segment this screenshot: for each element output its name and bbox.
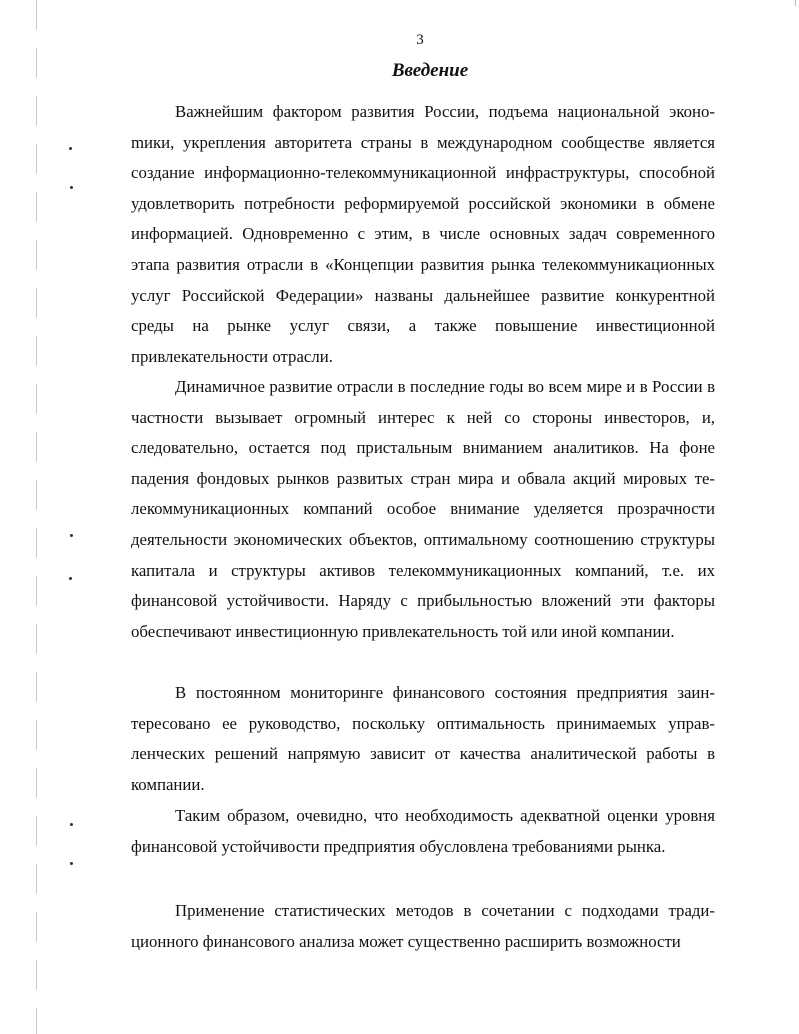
scan-right-edge <box>795 0 796 6</box>
paragraph-4: Таким образом, очевидно, что необходимость адекватной оценки уровня финансовой устойчивости предприятия обусловлена требованиями рынка. <box>131 806 715 856</box>
scan-speck <box>70 862 73 865</box>
section-heading: Введение <box>391 60 469 81</box>
page-number: 3 <box>416 32 424 48</box>
scan-speck <box>69 147 72 150</box>
scan-left-edge <box>36 0 37 1034</box>
paragraph-2: Динамичное развитие отрасли в последние годы во всем мире и в России в частности вызывает огромный интерес к ней со стороны инвесторов, и, следовательно, остается под пристальным вниманием аналитиков. На фоне падения фондовых рынков развитых стран мира и обвала акций мировых телекоммуникационных компаний особое внимание уделяется прозрачности деятельности экономических объектов, оптимальному соотношению структуры капитала и структуры активов телекоммуникационных компаний, т.е. их финансовой устойчивости. Наряду с прибыльностью вложений эти факторы обеспечивают инвестиционную привлекательность той или иной компании. <box>131 377 715 641</box>
paragraph-5: Применение статистических методов в сочетании с подходами традиционного финансового анализа может существенно расширить возможности <box>131 901 715 951</box>
paragraph-1: Важнейшим фактором развития России, подъема национальной эконоmики, укрепления авторитета страны в международном сообществе является создание информационно-телекоммуникационной инфраструктуры, способной удовлетворить потребности реформируемой российской экономики в обмене информацией. Одновременно с этим, в числе основных задач современного этапа развития отрасли в «Концепции развития рынка телекоммуникационных услуг Российской Федерации» названы дальнейшее развитие конкурентной среды на рынке услуг связи, а также повышение инвестиционной привлекательности отрасли. <box>131 102 715 366</box>
scan-speck <box>70 823 73 826</box>
paragraph-3: В постоянном мониторинге финансового состояния предприятия заинтересовано ее руководство, поскольку оптимальность принимаемых управленческих решений напрямую зависит от качества аналитической работы в компании. <box>131 683 715 794</box>
scan-speck <box>70 186 73 189</box>
scan-speck <box>69 577 72 580</box>
scan-speck <box>70 534 73 537</box>
